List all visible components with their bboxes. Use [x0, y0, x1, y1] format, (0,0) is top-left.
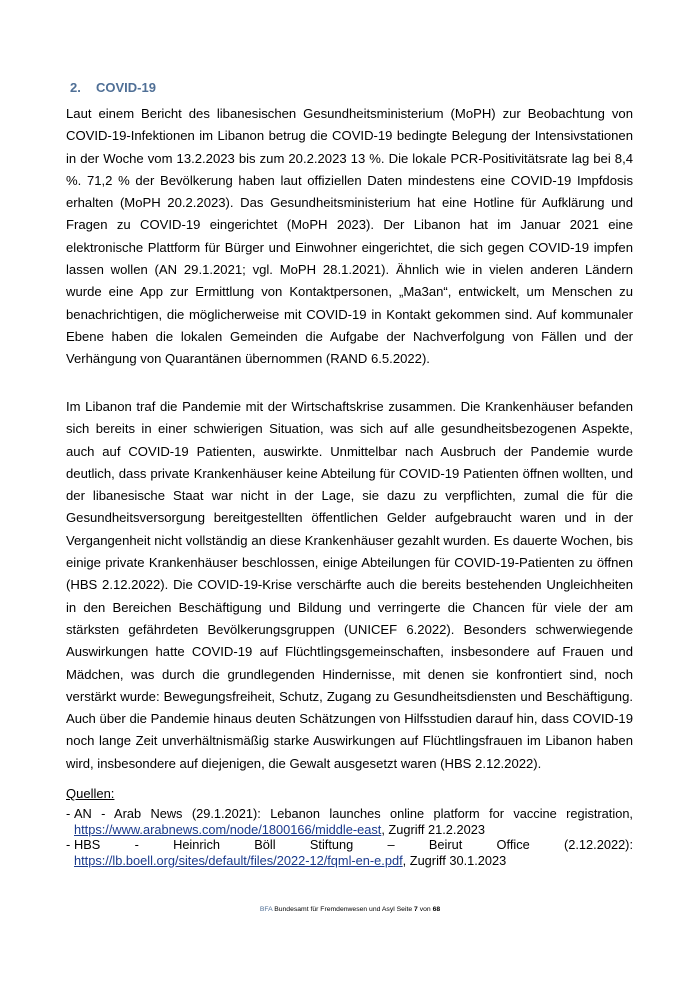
page-footer	[0, 906, 700, 913]
footer-of-label: von	[419, 906, 431, 913]
source-dash: -	[66, 837, 71, 852]
source-link[interactable]: https://www.arabnews.com/node/1800166/middle-east	[74, 821, 382, 837]
footer-org-short: BFA	[259, 906, 273, 913]
source-item-hbs	[66, 837, 633, 868]
footer-total-pages: 68	[432, 906, 441, 913]
source-access-date: , Zugriff 21.2.2023	[381, 821, 485, 837]
section-heading	[70, 80, 156, 95]
source-citation: HBS - Heinrich Böll Stiftung – Beirut Office (2.12.2022):	[74, 837, 633, 852]
source-citation: AN - Arab News (29.1.2021): Lebanon launches online platform for vaccine registration,	[74, 806, 633, 821]
sources-title: Quellen:	[66, 786, 115, 801]
source-access-date: , Zugriff 30.1.2023	[402, 852, 507, 868]
section-number: 2.	[70, 80, 81, 95]
source-dash: -	[66, 806, 71, 821]
footer-org-name: Bundesamt für Fremdenwesen und Asyl	[274, 906, 395, 913]
paragraph-covid-statistics: Laut einem Bericht des libanesischen Gesundheitsministerium (MoPH) zur Beobachtung von COVID-19-Infektionen im Libanon betrug die COVID-19 bedingte Belegung der Intensivstationen in der Woche vom 13.2.2023 bis zum 20.2.2023 13 %. Die lokale PCR-Positivitätsrate lag bei 8,4 %. 71,2 % der Bevölkerung haben laut offiziellen Daten mindestens eine COVID-19 Impfdosis erhalten (MoPH 20.2.2023). Das Gesundheitsministerium hat eine Hotline für Aufklärung und Fragen zu COVID-19 eingerichtet (MoPH 2023). Der Libanon hat im Januar 2021 eine elektronische Plattform für Bürger und Einwohner eingerichtet, die sich gegen COVID-19 impfen lassen wollen (AN 29.1.2021; vgl. MoPH 28.1.2021). Ähnlich wie in vielen anderen Ländern wurde eine App zur Ermittlung von Kontaktpersonen, „Ma3an“, entwickelt, um Menschen zu benachrichtigen, die möglicherweise mit COVID-19 in Kontakt gekommen sind. Auf kommunaler Ebene haben die lokalen Gemeinden die Aufgabe der Nachverfolgung von Fällen und der Verhängung von Quarantänen übernommen (RAND 6.5.2022).	[66, 106, 633, 367]
source-link[interactable]: https://lb.boell.org/sites/default/files/2022-12/fqml-en-e.pdf	[74, 852, 403, 868]
paragraph-pandemic-impact: Im Libanon traf die Pandemie mit der Wirtschaftskrise zusammen. Die Krankenhäuser befanden sich bereits in einer schwierigen Situation, was sich auf alle gesundheitsbezogenen Aspekte, auch auf COVID-19 Patienten, auswirkte. Unmittelbar nach Ausbruch der Pandemie wurde deutlich, dass private Krankenhäuser keine Abteilung für COVID-19 Patienten öffnen wollten, und der libanesische Staat war nicht in der Lage, sie dazu zu verpflichten, zumal die für die Gesundheitsversorgung bereitgestellten öffentlichen Gelder aufgebraucht waren und in der Vergangenheit nicht vollständig an diese Krankenhäuser gezahlt wurden. Es dauerte Wochen, bis einige private Krankenhäuser beschlossen, einige Abteilungen für COVID-19-Patienten zu öffnen (HBS 2.12.2022). Die COVID-19-Krise verschärfte auch die bereits bestehenden Ungleichheiten in den Bereichen Beschäftigung und Bildung und verringerte die Chancen für viele der am stärksten gefährdeten Bevölkerungsgruppen (UNICEF 6.2022). Besonders schwerwiegende Auswirkungen hatte COVID-19 auf Flüchtlingsgemeinschaften, insbesondere auf Frauen und Mädchen, was durch die grundlegenden Hindernisse, mit denen sie konfrontiert sind, noch verstärkt wurde: Bewegungsfreiheit, Schutz, Zugang zu Gesundheitsdiensten und Beschäftigung. Auch über die Pandemie hinaus deuten Schätzungen von Hilfsstudien darauf hin, dass COVID-19 noch lange Zeit unverhältnismäßig starke Auswirkungen auf Flüchtlingsfrauen im Libanon haben wird, insbesondere auf diejenigen, die Gewalt ausgesetzt waren (HBS 2.12.2022).	[66, 399, 633, 771]
section-title: COVID-19	[96, 80, 156, 95]
footer-page-number: 7	[414, 906, 418, 913]
source-item-arab-news	[66, 806, 633, 837]
sources-list	[66, 806, 633, 868]
footer-page-label: Seite	[396, 906, 413, 913]
